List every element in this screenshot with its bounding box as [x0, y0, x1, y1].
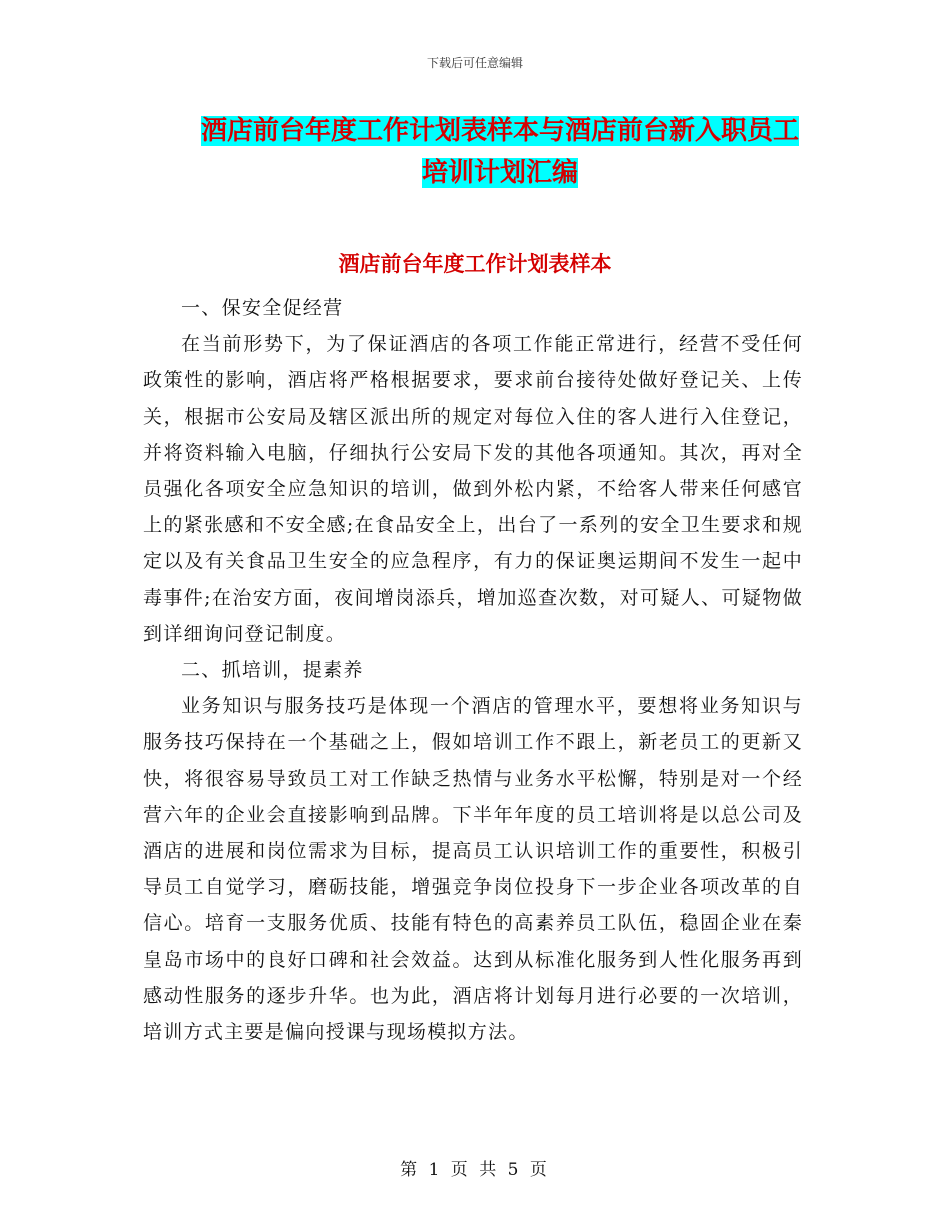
- document-title-text: 酒店前台年度工作计划表样本与酒店前台新入职员工培训计划汇编: [200, 116, 799, 188]
- header-note: 下载后可任意编辑: [426, 56, 523, 70]
- body-paragraph-1: 在当前形势下，为了保证酒店的各项工作能正常进行，经营不受任何政策性的影响，酒店将严格根据要求，要求前台接待处做好登记关、上传关，根据市公安局及辖区派出所的规定对每位入住的客人进行入住登记，并将资料输入电脑，仔细执行公安局下发的其他各项通知。其次，再对全员强化各项安全应急知识的培训，做到外松内紧，不给客人带来任何感官上的紧张感和不安全感;在食品安全上，出台了一系列的安全卫生要求和规定以及有关食品卫生安全的应急程序，有力的保证奥运期间不发生一起中毒事件;在治安方面，夜间增岗添兵，增加巡查次数，对可疑人、可疑物做到详细询问登记制度。: [143, 333, 803, 645]
- page-footer: 第 1 页 共 5 页: [400, 1160, 550, 1180]
- body-paragraph-2: 业务知识与服务技巧是体现一个酒店的管理水平，要想将业务知识与服务技巧保持在一个基础之上，假如培训工作不跟上，新老员工的更新又快，将很容易导致员工对工作缺乏热情与业务水平松懈，特别是对一个经营六年的企业会直接影响到品牌。下半年年度的员工培训将是以总公司及酒店的进展和岗位需求为目标，提高员工认识培训工作的重要性，积极引导员工自觉学习，磨砺技能，增强竞争岗位投身下一步企业各项改革的自信心。培育一支服务优质、技能有特色的高素养员工队伍，稳固企业在秦皇岛市场中的良好口碑和社会效益。达到从标准化服务到人性化服务再到感动性服务的逐步升华。也为此，酒店将计划每月进行必要的一次培训，培训方式主要是偏向授课与现场模拟方法。: [143, 695, 803, 1044]
- section-title: 酒店前台年度工作计划表样本: [338, 252, 612, 276]
- document-title: [190, 110, 810, 194]
- document-body: [143, 290, 803, 1050]
- section-heading-1: 一、保安全促经营: [181, 297, 344, 319]
- section-heading-2: 二、抓培训，提素养: [181, 659, 364, 682]
